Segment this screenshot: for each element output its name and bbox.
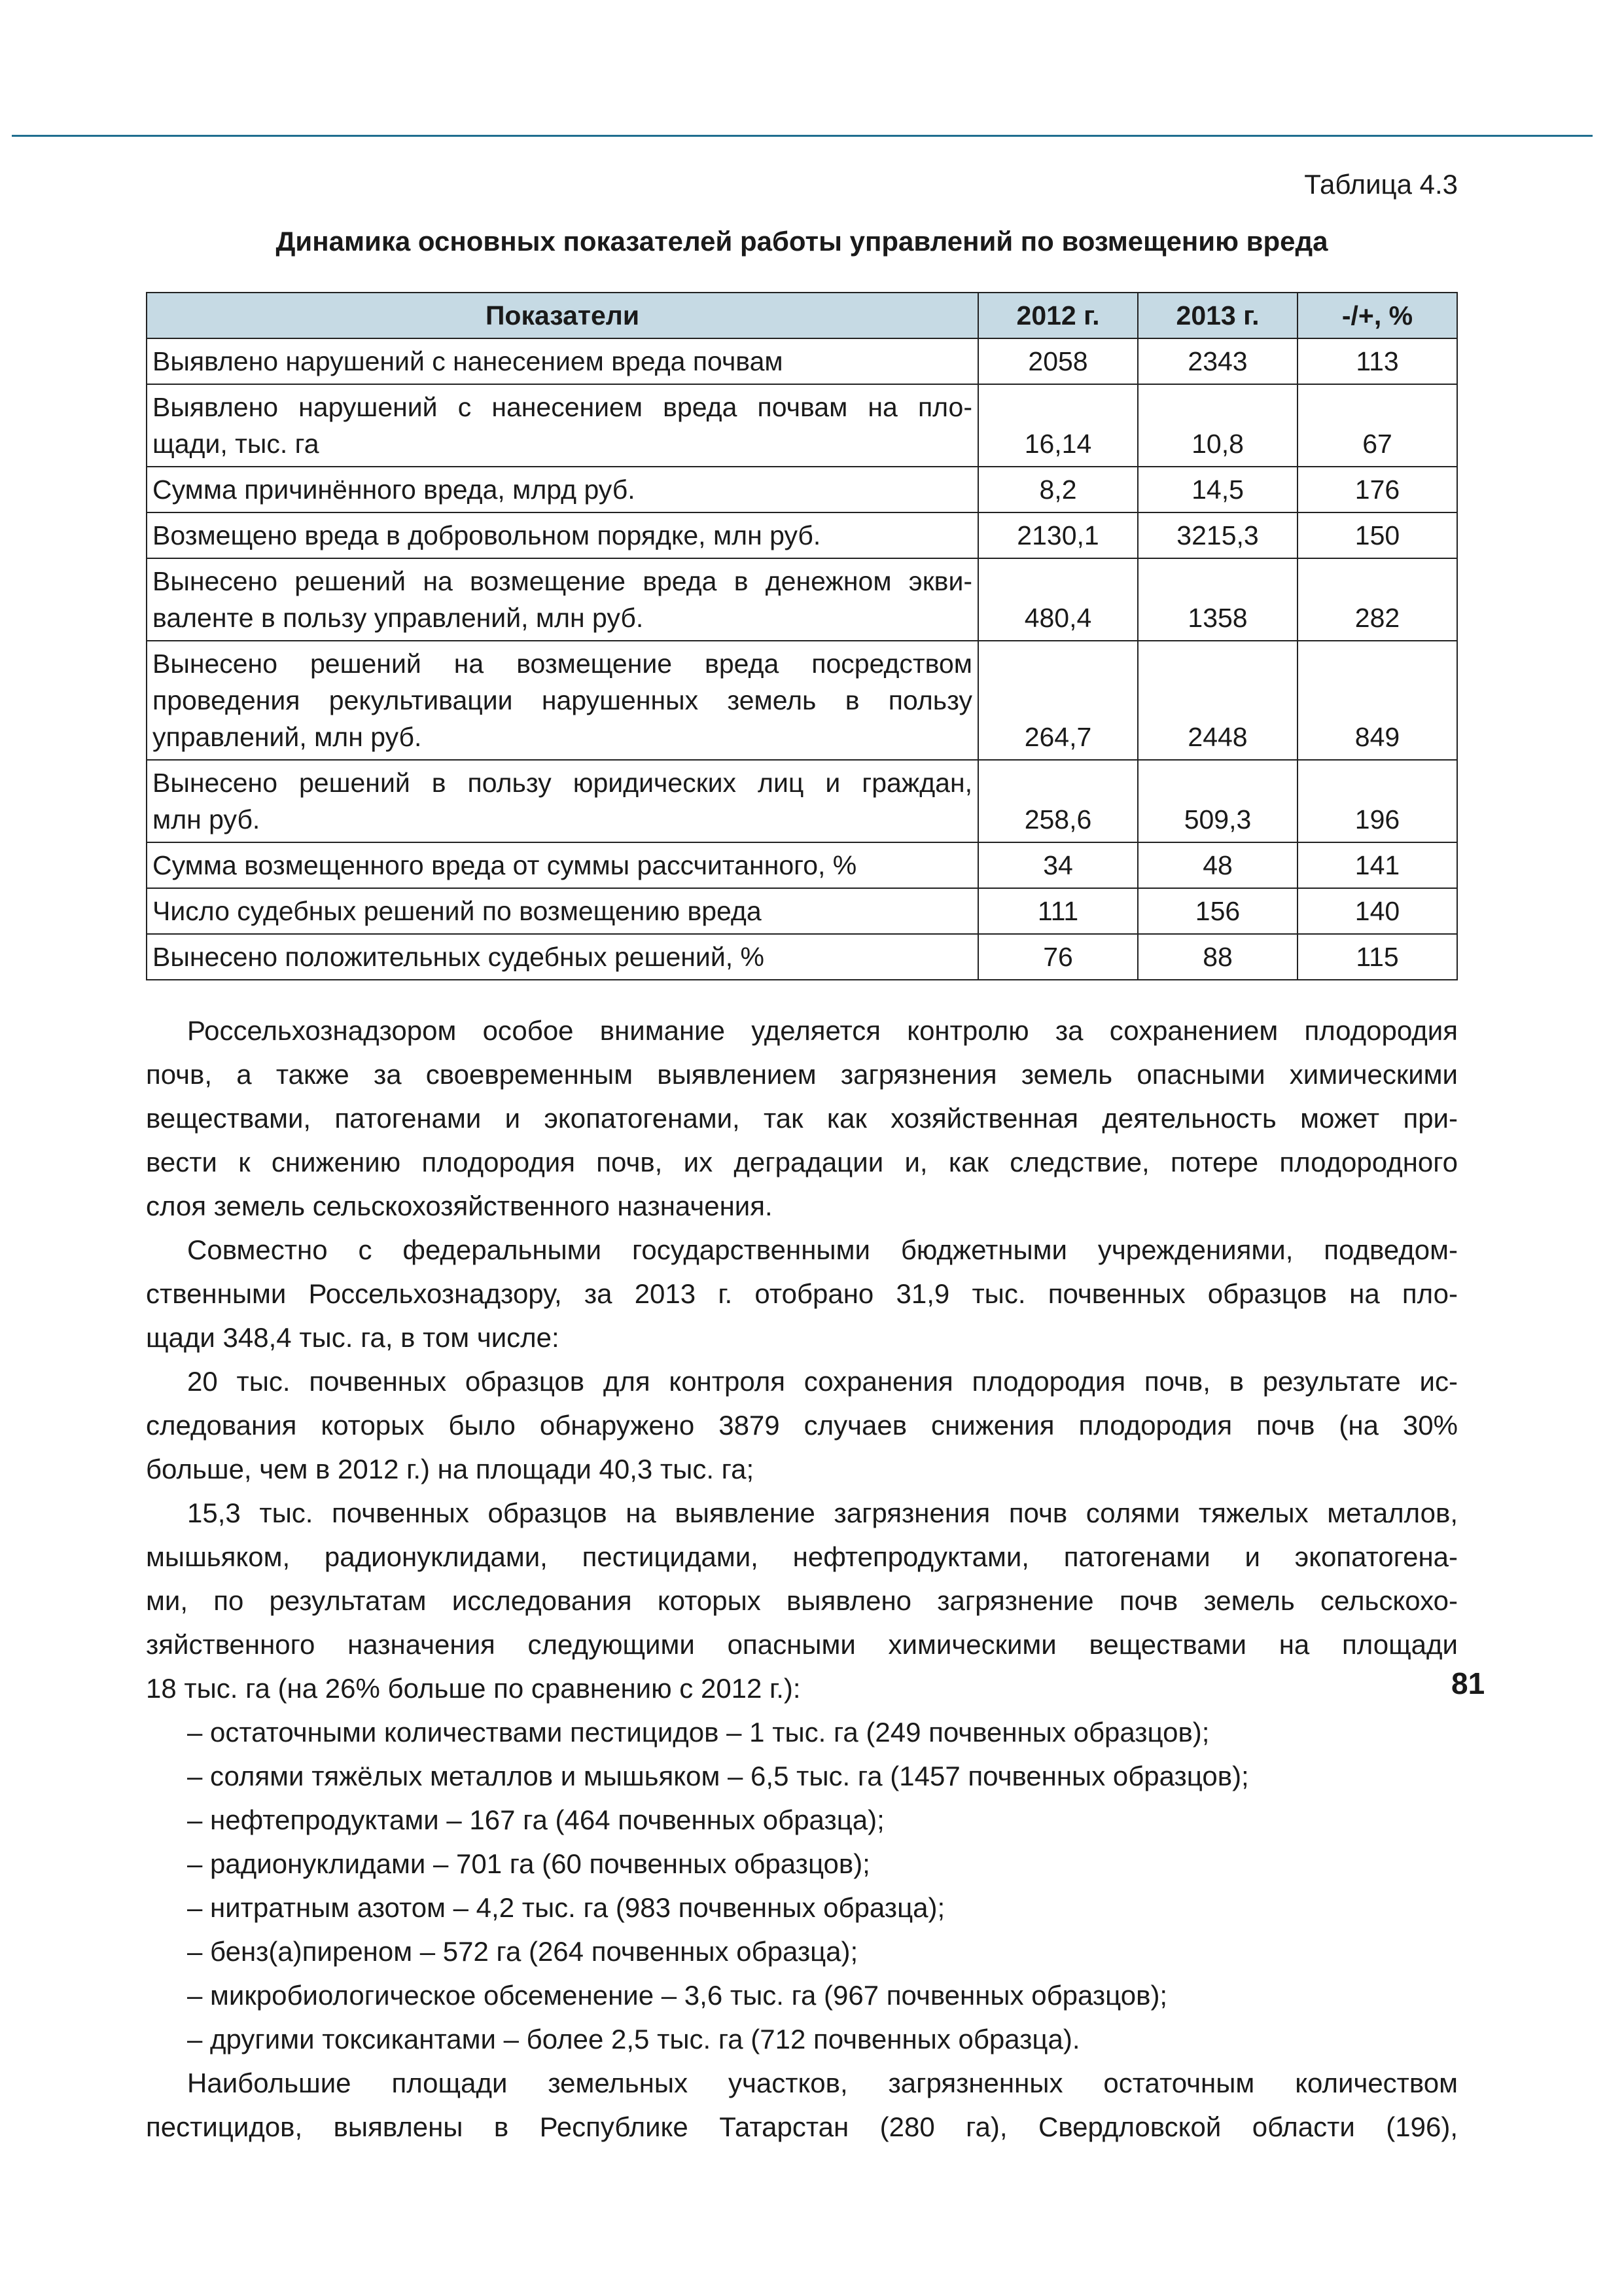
text-line: 18 тыс. га (на 26% больше по сравнению с 2012 г.): (146, 1673, 801, 1704)
text-line: – микробиологическое обсеменение – 3,6 тыс. га (967 почвенных образцов); (187, 1980, 1168, 2011)
text-line: слоя земель сельскохозяйственного назначения. (146, 1191, 773, 1221)
text-line: веществами, патогенами и экопатогенами, так как хозяйственная деятельность может при- (146, 1103, 1458, 1134)
header-indicators: Показатели (147, 293, 978, 338)
indicator-label (147, 934, 978, 980)
header-change: -/+, % (1298, 293, 1457, 338)
label-line: Вынесено решений на возмещение вреда посредством (152, 649, 972, 679)
table-row (147, 934, 1457, 980)
text-line: вести к снижению плодородия почв, их деградации и, как следствие, потере плодородного (146, 1147, 1458, 1177)
value-change: 150 (1298, 512, 1457, 558)
text-line: – нитратным азотом – 4,2 тыс. га (983 почвенных образца); (187, 1892, 945, 1923)
text-line: Россельхознадзором особое внимание уделяется контролю за сохранением плодородия (187, 1015, 1458, 1046)
paragraph (146, 1009, 1458, 1228)
value-2013: 156 (1138, 888, 1298, 934)
value-change: 196 (1298, 760, 1457, 842)
value-change: 141 (1298, 842, 1457, 888)
header-rule (12, 135, 1593, 137)
text-line: следования которых было обнаружено 3879 случаев снижения плодородия почв (на 30% (146, 1410, 1458, 1441)
text-line: – солями тяжёлых металлов и мышьяком – 6,5 тыс. га (1457 почвенных образцов); (187, 1761, 1249, 1791)
paragraph (146, 1359, 1458, 1491)
text-line: щади 348,4 тыс. га, в том числе: (146, 1322, 559, 1353)
paragraph (146, 1973, 1458, 2017)
paragraph (146, 1798, 1458, 1842)
indicator-label (147, 760, 978, 842)
label-line: Сумма возмещенного вреда от суммы рассчитанного, % (152, 850, 857, 880)
paragraph (146, 1929, 1458, 1973)
value-2013: 10,8 (1138, 384, 1298, 467)
value-2012: 111 (978, 888, 1138, 934)
value-2012: 2058 (978, 338, 1138, 384)
value-2013: 2343 (1138, 338, 1298, 384)
paragraph (146, 2017, 1458, 2061)
value-change: 115 (1298, 934, 1457, 980)
paragraph (146, 1710, 1458, 1754)
value-2012: 2130,1 (978, 512, 1138, 558)
table-row (147, 558, 1457, 641)
value-2012: 34 (978, 842, 1138, 888)
value-change: 176 (1298, 467, 1457, 512)
table-title: Динамика основных показателей работы управлений по возмещению вреда (275, 226, 1328, 257)
value-2013: 3215,3 (1138, 512, 1298, 558)
value-change: 282 (1298, 558, 1457, 641)
text-line: – бенз(а)пиреном – 572 га (264 почвенных образца); (187, 1936, 858, 1967)
text-line: – радионуклидами – 701 га (60 почвенных образцов); (187, 1848, 870, 1879)
indicator-label (147, 338, 978, 384)
paragraph (146, 1228, 1458, 1359)
label-line: Возмещено вреда в добровольном порядке, млн руб. (152, 520, 821, 550)
paragraph (146, 1754, 1458, 1798)
value-2013: 1358 (1138, 558, 1298, 641)
label-line: управлений, млн руб. (152, 722, 422, 752)
table-row (147, 641, 1457, 760)
value-2012: 258,6 (978, 760, 1138, 842)
value-2012: 264,7 (978, 641, 1138, 760)
text-line: Наибольшие площади земельных участков, загрязненных остаточным количеством (187, 2068, 1458, 2098)
text-line: 20 тыс. почвенных образцов для контроля сохранения плодородия почв, в результате ис- (187, 1366, 1458, 1397)
value-change: 113 (1298, 338, 1457, 384)
indicators-table (146, 292, 1458, 980)
header-2012: 2012 г. (978, 293, 1138, 338)
value-2013: 88 (1138, 934, 1298, 980)
table-row (147, 842, 1457, 888)
value-2013: 48 (1138, 842, 1298, 888)
text-line: ми, по результатам исследования которых выявлено загрязнение почв земель сельскохо- (146, 1585, 1458, 1616)
indicator-label (147, 842, 978, 888)
table-row (147, 467, 1457, 512)
value-2013: 509,3 (1138, 760, 1298, 842)
indicator-label (147, 558, 978, 641)
text-line: – нефтепродуктами – 167 га (464 почвенных образца); (187, 1804, 885, 1835)
header-2013: 2013 г. (1138, 293, 1298, 338)
body-text (146, 1009, 1458, 2149)
text-line: больше, чем в 2012 г.) на площади 40,3 тыс. га; (146, 1454, 754, 1484)
indicator-label (147, 467, 978, 512)
label-line: щади, тыс. га (152, 429, 319, 459)
label-line: Сумма причинённого вреда, млрд руб. (152, 475, 635, 505)
label-line: млн руб. (152, 804, 260, 834)
table-header-row (147, 293, 1457, 338)
value-change: 849 (1298, 641, 1457, 760)
table-row (147, 384, 1457, 467)
text-line: мышьяком, радионуклидами, пестицидами, нефтепродуктами, патогенами и экопатогена- (146, 1541, 1458, 1572)
table-row (147, 760, 1457, 842)
label-line: Вынесено положительных судебных решений, % (152, 942, 764, 972)
paragraph (146, 1491, 1458, 1710)
value-2013: 2448 (1138, 641, 1298, 760)
table-row (147, 338, 1457, 384)
text-line: ственными Россельхознадзору, за 2013 г. отобрано 31,9 тыс. почвенных образцов на пло- (146, 1278, 1458, 1309)
value-2012: 480,4 (978, 558, 1138, 641)
text-line: Совместно с федеральными государственными бюджетными учреждениями, подведом- (187, 1234, 1458, 1265)
label-line: валенте в пользу управлений, млн руб. (152, 603, 644, 633)
value-2013: 14,5 (1138, 467, 1298, 512)
label-line: Вынесено решений на возмещение вреда в денежном экви- (152, 566, 972, 596)
text-line: почв, а также за своевременным выявлением загрязнения земель опасными химическими (146, 1059, 1458, 1090)
text-line: зяйственного назначения следующими опасными химическими веществами на площади (146, 1629, 1458, 1660)
paragraph (146, 1842, 1458, 1886)
value-change: 67 (1298, 384, 1457, 467)
value-change: 140 (1298, 888, 1457, 934)
label-line: Число судебных решений по возмещению вреда (152, 896, 762, 926)
table-number: Таблица 4.3 (1304, 169, 1458, 200)
table-row (147, 888, 1457, 934)
paragraph (146, 1886, 1458, 1929)
value-2012: 16,14 (978, 384, 1138, 467)
text-line: 15,3 тыс. почвенных образцов на выявление загрязнения почв солями тяжелых металлов, (187, 1498, 1458, 1528)
table-row (147, 512, 1457, 558)
indicator-label (147, 641, 978, 760)
indicator-label (147, 888, 978, 934)
paragraph (146, 2061, 1458, 2149)
label-line: Выявлено нарушений с нанесением вреда почвам (152, 346, 783, 376)
indicator-label (147, 512, 978, 558)
label-line: Выявлено нарушений с нанесением вреда почвам на пло- (152, 392, 972, 422)
page-number: 81 (1451, 1666, 1485, 1700)
text-line: – другими токсикантами – более 2,5 тыс. га (712 почвенных образца). (187, 2024, 1080, 2054)
value-2012: 8,2 (978, 467, 1138, 512)
value-2012: 76 (978, 934, 1138, 980)
label-line: Вынесено решений в пользу юридических лиц и граждан, (152, 768, 972, 798)
text-line: пестицидов, выявлены в Республике Татарстан (280 га), Свердловской области (196), (146, 2111, 1458, 2142)
text-line: – остаточными количествами пестицидов – 1 тыс. га (249 почвенных образцов); (187, 1717, 1210, 1748)
label-line: проведения рекультивации нарушенных земель в пользу (152, 685, 972, 715)
indicator-label (147, 384, 978, 467)
